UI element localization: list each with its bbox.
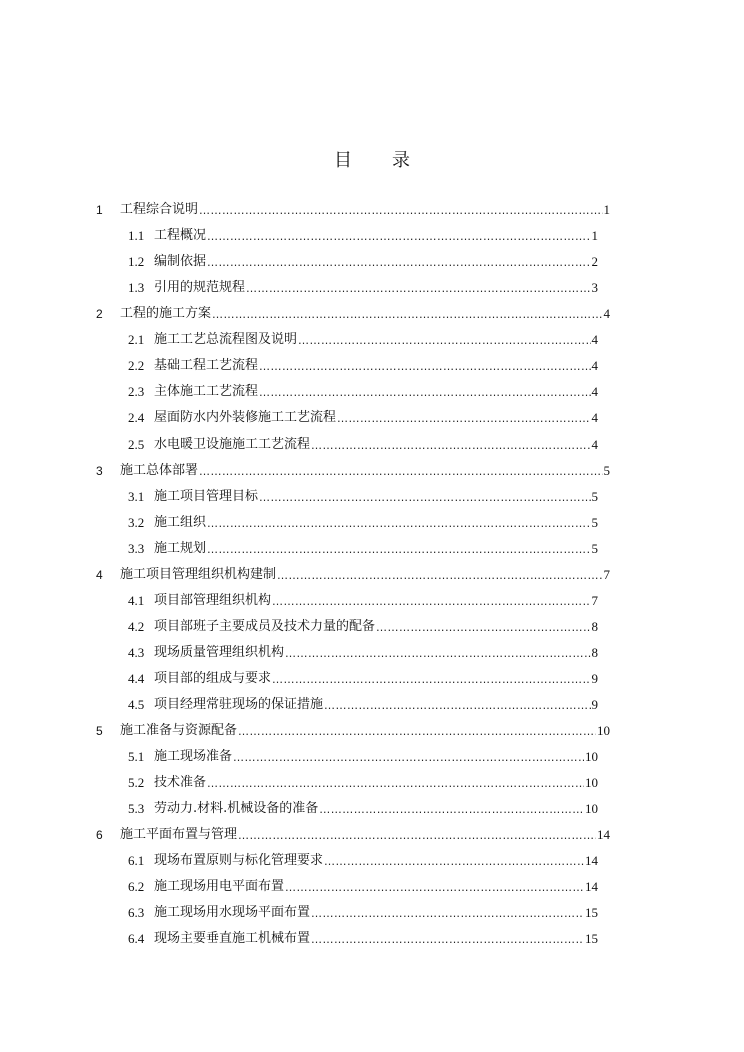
toc-section-entry[interactable] — [128, 227, 598, 245]
toc-entry-number: 4.3 — [128, 644, 145, 660]
toc-entry-number: 6.1 — [128, 853, 145, 869]
toc-entry-number: 1 — [96, 203, 103, 217]
toc-entry-title: 施工工艺总流程图及说明 — [154, 332, 298, 348]
toc-entry-title: 施工准备与资源配备 — [120, 723, 238, 738]
toc-leader-dots — [207, 542, 590, 558]
toc-leader-dots — [298, 333, 590, 349]
toc-page-number: 4 — [591, 358, 598, 374]
toc-section-entry[interactable] — [128, 253, 598, 271]
toc-entry-number: 2.3 — [128, 384, 145, 400]
toc-entry-title: 劳动力.材料.机械设备的准备 — [154, 801, 319, 817]
title-char-1: 目 — [334, 150, 352, 171]
toc-entry-number: 6 — [96, 828, 103, 843]
toc-entry-title: 施工平面布置与管理 — [120, 827, 238, 843]
toc-entry-number: 3 — [96, 463, 103, 478]
toc-section-entry[interactable] — [128, 930, 598, 948]
toc-chapter-entry[interactable] — [96, 201, 610, 219]
toc-section-entry[interactable] — [128, 618, 598, 636]
toc-chapter-entry[interactable] — [96, 566, 610, 584]
toc-page-number: 14 — [597, 827, 610, 843]
toc-page-number: 3 — [591, 280, 598, 296]
toc-page-number: 4 — [591, 384, 598, 400]
toc-entry-title: 水电暖卫设施施工工艺流程 — [154, 436, 311, 452]
toc-entry-number: 4.4 — [128, 670, 145, 686]
toc-page-number: 15 — [585, 905, 598, 921]
toc-section-entry[interactable] — [128, 592, 598, 610]
toc-entry-title: 项目部管理组织机构 — [154, 592, 272, 608]
toc-leader-dots — [207, 516, 590, 532]
toc-section-entry[interactable] — [128, 670, 598, 688]
toc-leader-dots — [233, 750, 584, 766]
toc-section-entry[interactable] — [128, 852, 598, 870]
toc-section-entry[interactable] — [128, 800, 598, 818]
toc-entry-number: 5.1 — [128, 749, 145, 765]
title-char-2: 录 — [392, 150, 410, 171]
toc-leader-dots — [311, 906, 584, 922]
toc-entry-number: 2 — [96, 307, 103, 322]
toc-chapter-entry[interactable] — [96, 462, 610, 480]
toc-leader-dots — [207, 776, 584, 792]
toc-leader-dots — [376, 620, 590, 636]
toc-entry-title: 施工规划 — [154, 540, 207, 556]
toc-page-number: 15 — [585, 931, 598, 947]
toc-entry-title: 施工项目管理组织机构建制 — [120, 566, 277, 582]
toc-page-number: 1 — [591, 228, 598, 244]
toc-chapter-entry[interactable] — [96, 305, 610, 323]
toc-page-number: 14 — [585, 879, 598, 895]
toc-chapter-entry[interactable] — [96, 826, 610, 844]
toc-entry-title: 施工组织 — [154, 514, 207, 530]
toc-entry-number: 3.2 — [128, 514, 145, 530]
toc-entry-title: 技术准备 — [154, 775, 207, 791]
toc-page-number: 10 — [597, 723, 610, 738]
toc-entry-number: 2.4 — [128, 410, 145, 426]
toc-entry-title: 施工现场用水现场平面布置 — [154, 905, 311, 921]
toc-leader-dots — [199, 464, 602, 480]
toc-page-number: 4 — [591, 332, 598, 348]
toc-leader-dots — [277, 568, 602, 584]
toc-page-number: 7 — [591, 592, 598, 608]
toc-leader-dots — [272, 672, 590, 688]
toc-section-entry[interactable] — [128, 383, 598, 401]
toc-entry-number: 4 — [96, 567, 103, 582]
toc-page-number: 10 — [585, 801, 598, 817]
toc-section-entry[interactable] — [128, 357, 598, 375]
toc-entry-number: 4.5 — [128, 697, 145, 712]
toc-section-entry[interactable] — [128, 878, 598, 896]
toc-section-entry[interactable] — [128, 409, 598, 427]
toc-entry-title: 项目经理常驻现场的保证措施 — [154, 697, 324, 712]
toc-entry-number: 1.2 — [128, 254, 145, 270]
toc-entry-number: 2.1 — [128, 332, 145, 348]
toc-leader-dots — [238, 724, 596, 740]
toc-page-number: 4 — [603, 306, 610, 322]
toc-entry-title: 施工现场用电平面布置 — [154, 879, 285, 895]
toc-leader-dots — [285, 880, 584, 896]
toc-leader-dots — [285, 646, 590, 662]
toc-leader-dots — [207, 229, 590, 245]
toc-entry-title: 基础工程工艺流程 — [154, 358, 259, 374]
toc-page-number: 8 — [591, 618, 598, 634]
toc-page-number: 9 — [591, 697, 598, 712]
toc-entry-number: 1.1 — [128, 228, 145, 244]
toc-entry-number: 5.3 — [128, 801, 145, 817]
toc-leader-dots — [337, 411, 590, 427]
toc-section-entry[interactable] — [128, 644, 598, 662]
toc-leader-dots — [259, 490, 590, 506]
toc-section-entry[interactable] — [128, 904, 598, 922]
toc-entry-number: 2.5 — [128, 436, 145, 452]
toc-page-number: 5 — [591, 540, 598, 556]
toc-leader-dots — [324, 854, 584, 870]
toc-leader-dots — [311, 932, 584, 948]
toc-page-number: 5 — [591, 488, 598, 504]
toc-entry-title: 现场主要垂直施工机械布置 — [154, 931, 311, 947]
toc-page-number: 14 — [585, 853, 598, 869]
toc-leader-dots — [212, 307, 602, 323]
toc-leader-dots — [272, 594, 590, 610]
toc-entry-title: 施工项目管理目标 — [154, 488, 259, 504]
toc-entry-number: 2.2 — [128, 358, 145, 374]
toc-entry-title: 工程概况 — [154, 228, 207, 244]
toc-entry-title: 主体施工工艺流程 — [154, 384, 259, 400]
toc-leader-dots — [319, 802, 584, 818]
toc-page-number: 7 — [603, 566, 610, 582]
page-title — [0, 146, 744, 172]
toc-entry-title: 引用的规范规程 — [154, 280, 246, 296]
toc-entry-number: 6.4 — [128, 931, 145, 947]
toc-entry-number: 6.2 — [128, 879, 145, 895]
toc-entry-title: 项目部的组成与要求 — [154, 670, 272, 686]
toc-page-number: 4 — [591, 436, 598, 452]
toc-leader-dots — [324, 698, 590, 714]
toc-leader-dots — [207, 255, 590, 271]
toc-entry-title: 屋面防水内外装修施工工艺流程 — [154, 410, 337, 426]
toc-entry-title: 编制依据 — [154, 254, 207, 270]
toc-entry-number: 3.3 — [128, 540, 145, 556]
toc-section-entry[interactable] — [128, 696, 598, 714]
toc-section-entry[interactable] — [128, 514, 598, 532]
toc-entry-title: 现场质量管理组织机构 — [154, 644, 285, 660]
toc-entry-title: 工程综合说明 — [120, 202, 199, 217]
toc-entry-title: 施工总体部署 — [120, 462, 199, 478]
toc-leader-dots — [246, 281, 590, 297]
toc-entry-title: 项目部班子主要成员及技术力量的配备 — [154, 618, 376, 634]
toc-leader-dots — [259, 385, 590, 401]
toc-section-entry[interactable] — [128, 436, 598, 454]
toc-entry-number: 1.3 — [128, 280, 145, 296]
toc-page-number: 2 — [591, 254, 598, 270]
toc-section-entry[interactable] — [128, 748, 598, 766]
toc-entry-title: 工程的施工方案 — [120, 306, 212, 322]
toc-section-entry[interactable] — [128, 488, 598, 506]
toc-entry-number: 6.3 — [128, 905, 145, 921]
toc-page-number: 8 — [591, 644, 598, 660]
toc-entry-number: 4.1 — [128, 592, 145, 608]
toc-leader-dots — [311, 438, 590, 454]
toc-section-entry[interactable] — [128, 279, 598, 297]
toc-page-number: 5 — [603, 462, 610, 478]
toc-section-entry[interactable] — [128, 774, 598, 792]
toc-entry-number: 5.2 — [128, 775, 145, 791]
toc-page-number: 9 — [591, 670, 598, 686]
toc-entry-title: 施工现场准备 — [154, 749, 233, 765]
toc-section-entry[interactable] — [128, 540, 598, 558]
toc-page-number: 5 — [591, 514, 598, 530]
toc-entry-title: 现场布置原则与标化管理要求 — [154, 853, 324, 869]
toc-page-number: 1 — [603, 202, 610, 217]
toc-page-number: 4 — [591, 410, 598, 426]
toc-chapter-entry[interactable] — [96, 722, 610, 740]
toc-page-number: 10 — [585, 749, 598, 765]
toc-page-number: 10 — [585, 775, 598, 791]
toc-leader-dots — [259, 359, 590, 375]
toc-section-entry[interactable] — [128, 331, 598, 349]
toc-entry-number: 4.2 — [128, 618, 145, 634]
toc-entry-number: 5 — [96, 724, 103, 738]
toc-leader-dots — [199, 203, 602, 219]
toc-entry-number: 3.1 — [128, 488, 145, 504]
toc-leader-dots — [238, 828, 596, 844]
